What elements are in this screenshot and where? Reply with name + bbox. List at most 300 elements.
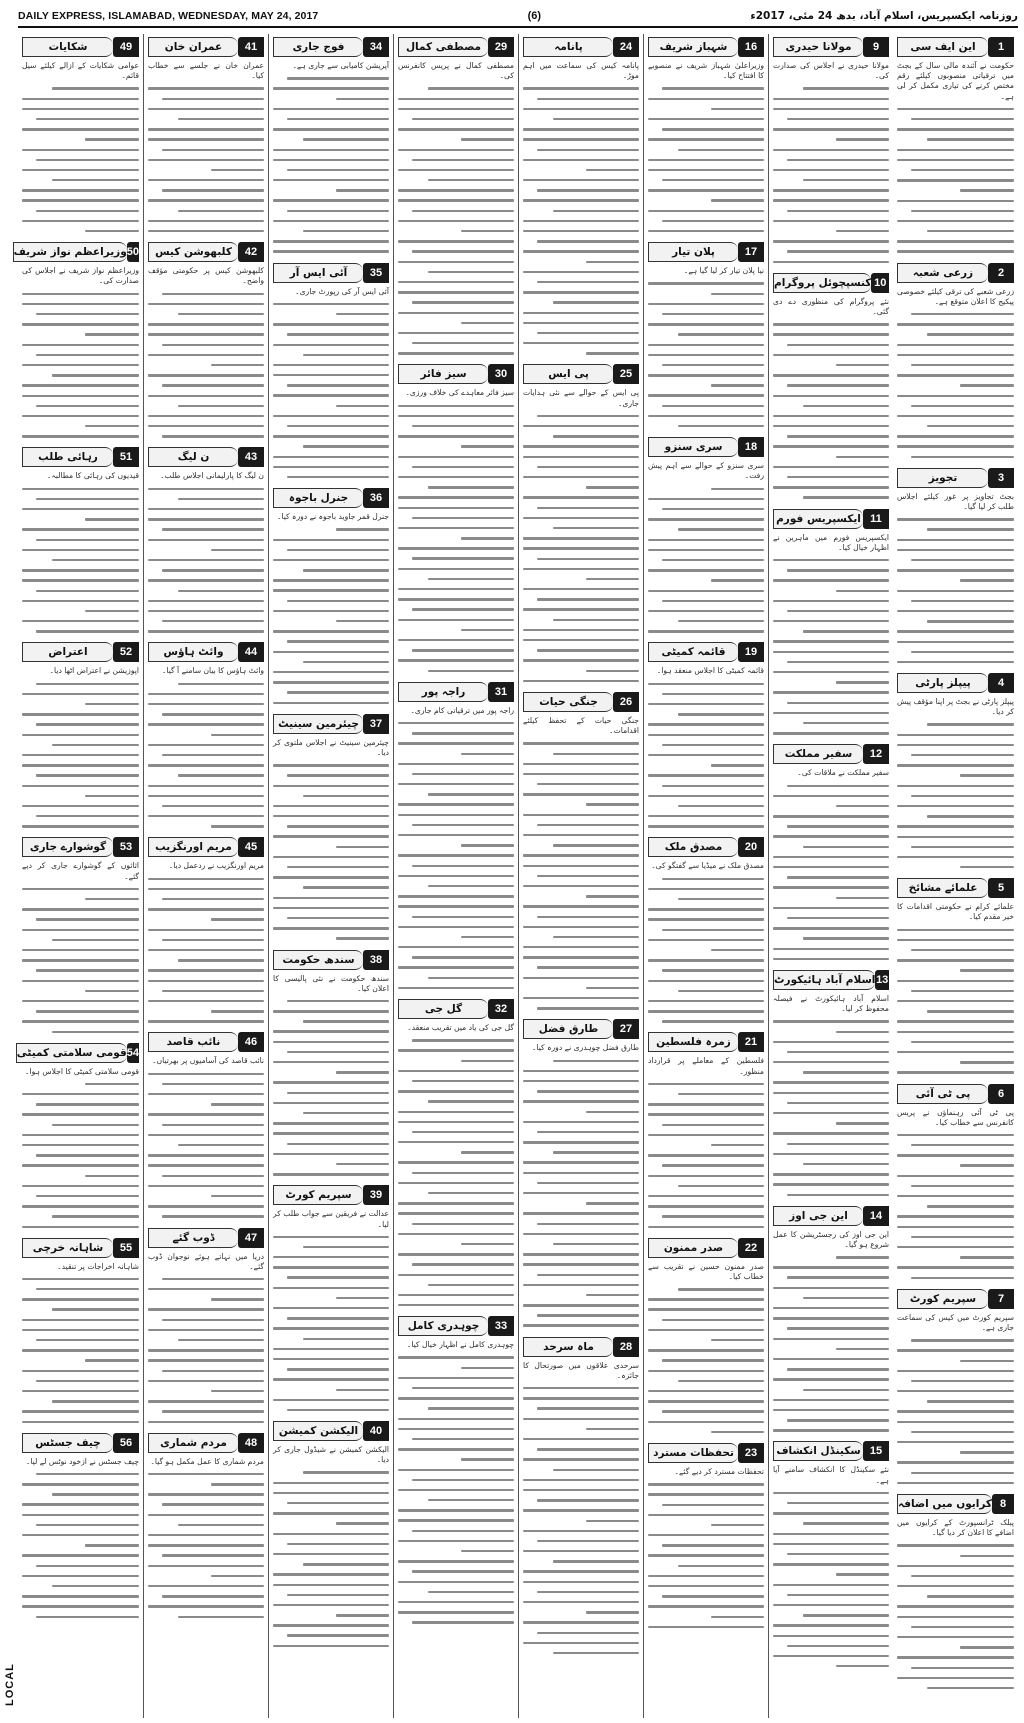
story-heading[interactable]	[148, 1032, 264, 1052]
text-line	[398, 1198, 514, 1208]
story-number-badge: 20	[738, 837, 764, 857]
story-heading[interactable]	[897, 1494, 1014, 1514]
text-line	[523, 779, 639, 789]
text-line	[148, 391, 264, 401]
text-line	[897, 545, 1014, 555]
text-line	[648, 145, 764, 155]
story-heading[interactable]	[148, 1228, 264, 1248]
text-line	[148, 411, 264, 421]
story-heading[interactable]	[523, 692, 639, 712]
text-line	[273, 862, 389, 872]
text-line	[897, 1067, 1014, 1077]
text-line	[648, 1284, 764, 1294]
text-line	[22, 1376, 139, 1386]
text-line	[22, 1479, 139, 1489]
text-line	[22, 524, 139, 534]
text-line	[398, 655, 514, 665]
text-line	[773, 626, 889, 636]
text-line	[148, 709, 264, 719]
text-line	[648, 289, 764, 299]
story-lead-text: ایکسپریس فورم میں ماہرین نے اظہار خیال کیا۔	[773, 532, 889, 552]
text-line	[523, 799, 639, 809]
story-heading[interactable]	[897, 1289, 1014, 1309]
text-line	[897, 1642, 1014, 1652]
news-column	[893, 34, 1018, 1718]
text-line	[148, 1201, 264, 1211]
text-line	[22, 1406, 139, 1416]
text-line	[398, 1066, 514, 1076]
news-story	[897, 263, 1014, 462]
story-body-text	[648, 679, 764, 832]
text-line	[648, 1089, 764, 1099]
text-line	[648, 1109, 764, 1119]
story-heading[interactable]	[273, 488, 389, 508]
story-lead-text: اپوزیشن نے اعتراض اٹھا دیا۔	[49, 666, 139, 676]
text-line	[148, 1469, 264, 1479]
text-line	[523, 246, 639, 256]
text-line	[273, 124, 389, 134]
story-heading[interactable]	[648, 837, 764, 857]
text-line	[523, 328, 639, 338]
text-line	[273, 1559, 389, 1569]
text-line	[148, 216, 264, 226]
story-number-badge: 29	[488, 37, 514, 57]
story-heading[interactable]	[148, 447, 264, 467]
story-body-text	[273, 996, 389, 1179]
text-line	[22, 719, 139, 729]
story-title: سفیر مملکت	[773, 744, 863, 764]
text-line	[523, 1444, 639, 1454]
text-line	[148, 1591, 264, 1601]
story-heading[interactable]	[897, 673, 1014, 693]
text-line	[148, 770, 264, 780]
text-line	[273, 452, 389, 462]
text-line	[273, 83, 389, 93]
story-heading[interactable]	[648, 242, 764, 262]
text-line	[773, 1549, 889, 1559]
text-line	[273, 1139, 389, 1149]
story-heading[interactable]	[398, 1316, 514, 1336]
text-line	[22, 1171, 139, 1181]
text-line	[273, 872, 389, 882]
story-number-badge: 38	[363, 950, 389, 970]
text-line	[773, 1364, 889, 1374]
story-heading[interactable]	[273, 950, 389, 970]
story-heading[interactable]	[398, 682, 514, 702]
story-lead-text: سری سنزو کے حوالے سے اہم پیش رفت۔	[648, 461, 764, 481]
text-line	[273, 1118, 389, 1128]
text-line	[773, 114, 889, 124]
text-line	[773, 216, 889, 226]
text-line	[398, 482, 514, 492]
text-line	[773, 1529, 889, 1539]
text-line	[148, 821, 264, 831]
story-heading[interactable]	[773, 509, 889, 529]
text-line	[398, 431, 514, 441]
text-line	[398, 297, 514, 307]
text-line	[773, 421, 889, 431]
story-heading[interactable]	[273, 37, 389, 57]
text-line	[148, 945, 264, 955]
text-line	[523, 932, 639, 942]
text-line	[773, 1600, 889, 1610]
story-lead-text: نئے پروگرام کی منظوری دے دی گئی۔	[773, 296, 889, 316]
story-heading[interactable]	[773, 970, 889, 990]
text-line	[273, 1610, 389, 1620]
text-line	[648, 1520, 764, 1530]
text-line	[22, 289, 139, 299]
news-story	[273, 714, 389, 944]
text-line	[148, 555, 264, 565]
text-line	[273, 524, 389, 534]
text-line	[273, 831, 389, 841]
text-line	[398, 523, 514, 533]
text-line	[897, 565, 1014, 575]
text-line	[773, 1088, 889, 1098]
text-line	[897, 1386, 1014, 1396]
text-line	[148, 1406, 264, 1416]
text-line	[648, 504, 764, 514]
text-line	[773, 923, 889, 933]
text-line	[523, 543, 639, 553]
story-body-text	[523, 1383, 639, 1658]
story-body-text	[398, 1035, 514, 1310]
text-line	[523, 411, 639, 421]
text-line	[897, 1335, 1014, 1345]
story-heading[interactable]	[22, 837, 139, 857]
story-body-text	[897, 719, 1014, 872]
story-heading[interactable]	[398, 364, 514, 384]
news-column	[518, 34, 643, 1718]
text-line	[22, 1510, 139, 1520]
text-line	[148, 431, 264, 441]
text-line	[398, 1188, 514, 1198]
text-line	[148, 1386, 264, 1396]
text-line	[773, 1580, 889, 1590]
story-title: کرایوں میں اضافہ	[897, 1494, 992, 1514]
story-title: راجہ پور	[398, 682, 488, 702]
story-lead-text: قومی سلامتی کمیٹی کا اجلاس ہوا۔	[25, 1066, 139, 1076]
text-line	[523, 1086, 639, 1096]
text-line	[22, 1366, 139, 1376]
story-number-badge: 26	[613, 692, 639, 712]
text-line	[523, 1424, 639, 1434]
text-line	[148, 811, 264, 821]
story-heading[interactable]	[273, 263, 389, 283]
text-line	[273, 1354, 389, 1364]
story-title: صدر ممنون	[648, 1238, 738, 1258]
story-title: پانامہ	[523, 37, 613, 57]
newspaper-page	[4, 6, 1018, 1718]
text-line	[398, 604, 514, 614]
story-heading[interactable]	[648, 642, 764, 662]
text-line	[773, 1098, 889, 1108]
story-number-badge: 44	[238, 642, 264, 662]
news-story	[273, 950, 389, 1180]
text-line	[22, 545, 139, 555]
text-line	[897, 185, 1014, 195]
text-line	[148, 145, 264, 155]
text-line	[523, 1300, 639, 1310]
news-story	[148, 447, 264, 636]
text-line	[773, 360, 889, 370]
story-heading[interactable]	[523, 1019, 639, 1039]
text-line	[398, 769, 514, 779]
text-line	[897, 1037, 1014, 1047]
text-line	[398, 226, 514, 236]
text-line	[523, 625, 639, 635]
text-line	[773, 492, 889, 502]
story-lead-text: مردم شماری کا عمل مکمل ہو گیا۔	[150, 1456, 264, 1466]
story-heading[interactable]	[523, 364, 639, 384]
story-heading[interactable]	[148, 37, 264, 57]
story-heading[interactable]	[897, 37, 1014, 57]
story-heading[interactable]	[648, 437, 764, 457]
story-heading[interactable]	[773, 744, 889, 764]
news-columns	[13, 34, 1018, 1718]
text-line	[273, 1488, 389, 1498]
text-line	[22, 1150, 139, 1160]
text-line	[897, 1551, 1014, 1561]
story-heading[interactable]	[22, 1433, 139, 1453]
story-number-badge: 46	[238, 1032, 264, 1052]
story-number-badge: 25	[613, 364, 639, 384]
text-line	[897, 441, 1014, 451]
story-body-text	[773, 1252, 889, 1435]
story-heading[interactable]	[148, 242, 264, 262]
text-line	[22, 1201, 139, 1211]
text-line	[148, 350, 264, 360]
story-heading[interactable]	[773, 273, 889, 293]
story-heading[interactable]	[22, 447, 139, 467]
text-line	[648, 1345, 764, 1355]
text-line	[523, 1178, 639, 1188]
story-heading[interactable]	[523, 37, 639, 57]
story-heading[interactable]	[148, 837, 264, 857]
story-body-text	[273, 73, 389, 256]
text-line	[897, 226, 1014, 236]
text-line	[22, 925, 139, 935]
text-line	[523, 1157, 639, 1167]
text-line	[897, 1632, 1014, 1642]
text-line	[897, 1396, 1014, 1406]
text-line	[22, 740, 139, 750]
text-line	[273, 657, 389, 667]
story-heading[interactable]	[273, 714, 389, 734]
text-line	[22, 1315, 139, 1325]
text-line	[773, 94, 889, 104]
story-heading[interactable]	[648, 37, 764, 57]
text-line	[648, 791, 764, 801]
story-title: چیئرمین سینیٹ	[273, 714, 363, 734]
story-title: شہباز شریف	[648, 37, 738, 57]
text-line	[148, 226, 264, 236]
text-line	[523, 1219, 639, 1229]
text-line	[648, 1591, 764, 1601]
text-line	[897, 1468, 1014, 1478]
story-body-text	[773, 555, 889, 738]
text-line	[148, 996, 264, 1006]
text-line	[897, 730, 1014, 740]
text-line	[773, 1415, 889, 1425]
story-heading[interactable]	[897, 878, 1014, 898]
text-line	[648, 1530, 764, 1540]
text-line	[398, 1270, 514, 1280]
story-heading[interactable]	[398, 999, 514, 1019]
text-line	[897, 586, 1014, 596]
text-line	[273, 647, 389, 657]
story-heading[interactable]	[22, 37, 139, 57]
text-line	[773, 185, 889, 195]
news-story	[22, 1238, 139, 1427]
text-line	[22, 165, 139, 175]
story-heading[interactable]	[648, 1238, 764, 1258]
story-lead-text: آئی ایس آر کی رپورٹ جاری۔	[295, 286, 389, 296]
text-line	[398, 1424, 514, 1434]
news-story	[273, 488, 389, 708]
text-line	[148, 1417, 264, 1427]
story-title: قومی سلامتی کمیٹی	[16, 1043, 127, 1063]
text-line	[773, 842, 889, 852]
story-heading[interactable]	[22, 1238, 139, 1258]
text-line	[897, 862, 1014, 872]
text-line	[273, 626, 389, 636]
story-number-badge: 36	[363, 488, 389, 508]
text-line	[773, 1303, 889, 1313]
text-line	[773, 698, 889, 708]
text-line	[273, 1630, 389, 1640]
text-line	[773, 350, 889, 360]
text-line	[398, 1056, 514, 1066]
story-heading[interactable]	[148, 1433, 264, 1453]
text-line	[273, 1088, 389, 1098]
story-heading[interactable]	[648, 1443, 764, 1463]
story-heading[interactable]	[897, 468, 1014, 488]
text-line	[523, 830, 639, 840]
text-line	[22, 114, 139, 124]
story-heading[interactable]	[897, 263, 1014, 283]
text-line	[773, 596, 889, 606]
news-story	[897, 1494, 1014, 1693]
text-line	[523, 1434, 639, 1444]
text-line	[523, 769, 639, 779]
text-line	[773, 1559, 889, 1569]
text-line	[148, 114, 264, 124]
text-line	[22, 730, 139, 740]
text-line	[22, 1489, 139, 1499]
story-heading[interactable]	[273, 1421, 389, 1441]
story-heading[interactable]	[523, 1337, 639, 1357]
text-line	[148, 504, 264, 514]
text-line	[398, 861, 514, 871]
text-line	[523, 962, 639, 972]
text-line	[22, 1335, 139, 1345]
text-line	[897, 319, 1014, 329]
story-heading[interactable]	[148, 642, 264, 662]
masthead-urdu-dateline: روزنامہ ایکسپریس، اسلام آباد، بدھ 24 مئی، 2017ء	[750, 10, 1018, 22]
text-line	[897, 175, 1014, 185]
text-line	[773, 586, 889, 596]
text-line	[897, 206, 1014, 216]
story-heading[interactable]	[13, 242, 139, 262]
text-line	[398, 175, 514, 185]
text-line	[773, 1272, 889, 1282]
story-heading[interactable]	[773, 1441, 889, 1461]
news-story	[273, 1185, 389, 1415]
story-heading[interactable]	[16, 1043, 139, 1063]
story-heading[interactable]	[398, 37, 514, 57]
text-line	[398, 114, 514, 124]
text-line	[148, 1550, 264, 1560]
text-line	[897, 1356, 1014, 1366]
text-line	[523, 810, 639, 820]
text-line	[22, 124, 139, 134]
text-line	[22, 1079, 139, 1089]
text-line	[648, 165, 764, 175]
text-line	[648, 1417, 764, 1427]
text-line	[648, 904, 764, 914]
story-number-badge: 47	[238, 1228, 264, 1248]
text-line	[648, 1366, 764, 1376]
text-line	[523, 655, 639, 665]
text-line	[773, 134, 889, 144]
text-line	[773, 145, 889, 155]
story-heading[interactable]	[773, 1206, 889, 1226]
text-line	[398, 840, 514, 850]
text-line	[273, 1478, 389, 1488]
text-line	[22, 1571, 139, 1581]
text-line	[773, 933, 889, 943]
text-line	[398, 1352, 514, 1362]
text-line	[773, 821, 889, 831]
text-line	[897, 1222, 1014, 1232]
story-heading[interactable]	[22, 642, 139, 662]
story-title: وائٹ ہاؤس	[148, 642, 238, 662]
text-line	[22, 319, 139, 329]
text-line	[22, 1160, 139, 1170]
text-line	[523, 1475, 639, 1485]
text-line	[22, 216, 139, 226]
text-line	[398, 338, 514, 348]
text-line	[273, 842, 389, 852]
story-number-badge: 50	[127, 242, 139, 262]
text-line	[148, 1355, 264, 1365]
text-line	[22, 781, 139, 791]
news-story	[398, 999, 514, 1310]
news-story	[22, 37, 139, 236]
story-heading[interactable]	[897, 1084, 1014, 1104]
news-story	[22, 447, 139, 636]
text-line	[648, 1150, 764, 1160]
text-line	[648, 195, 764, 205]
text-line	[22, 1550, 139, 1560]
text-line	[523, 635, 639, 645]
news-story	[773, 744, 889, 964]
text-line	[273, 134, 389, 144]
text-line	[773, 667, 889, 677]
text-line	[398, 1607, 514, 1617]
story-body-text	[22, 884, 139, 1037]
text-line	[897, 1006, 1014, 1016]
text-line	[22, 555, 139, 565]
text-line	[523, 1320, 639, 1330]
story-heading[interactable]	[773, 37, 889, 57]
story-heading[interactable]	[648, 1032, 764, 1052]
story-title: ایکسپریس فورم	[773, 509, 863, 529]
story-heading[interactable]	[273, 1185, 389, 1205]
text-line	[897, 340, 1014, 350]
text-line	[773, 647, 889, 657]
